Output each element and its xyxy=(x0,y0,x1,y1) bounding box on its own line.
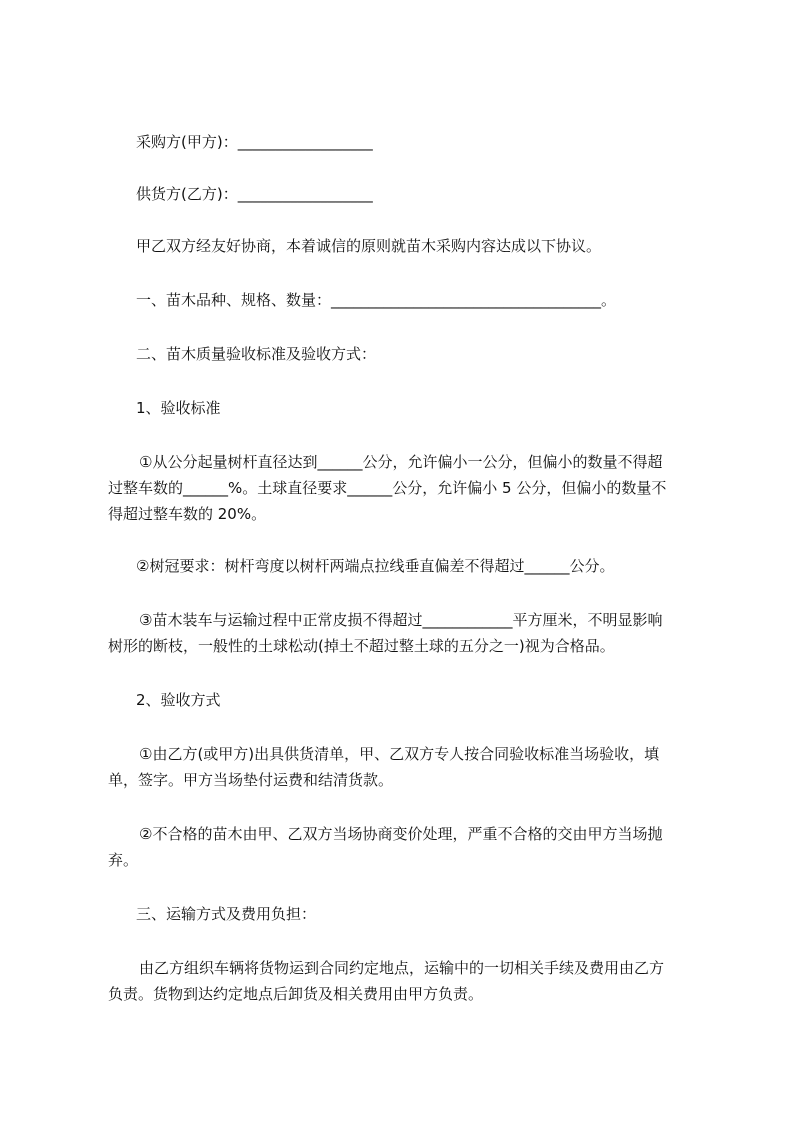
section-2-title: 二、苗木质量验收标准及验收方式： xyxy=(136,345,377,363)
supplier-line: 供货方(乙方)：__________________ xyxy=(136,185,373,203)
item-3-line-2: 树形的断枝，一般性的土球松动(掉土不超过整土球的五分之一)视为合格品。 xyxy=(108,637,615,655)
transport-line-1: 由乙方组织车辆将货物运到合同约定地点，运输中的一切相关手续及费用由乙方 xyxy=(139,959,665,977)
sub-2-method-title: 2、验收方式 xyxy=(136,691,221,709)
section-3-title: 三、运输方式及费用负担： xyxy=(136,905,317,923)
buyer-line: 采购方(甲方)：__________________ xyxy=(136,133,373,151)
item-1-line-2: 过整车数的______%。土球直径要求______公分，允许偏小 5 公分，但偏小的数量不 xyxy=(108,479,667,497)
item-1-line-3: 得超过整车数的 20%。 xyxy=(108,505,267,523)
way-2-line-1: ②不合格的苗木由甲、乙双方当场协商变价处理，严重不合格的交由甲方当场抛 xyxy=(139,825,663,843)
item-2-crown: ②树冠要求：树杆弯度以树杆两端点拉线垂直偏差不得超过______公分。 xyxy=(136,557,615,575)
way-2-line-2: 弃。 xyxy=(108,851,139,869)
way-1-line-1: ①由乙方(或甲方)出具供货清单，甲、乙双方专人按合同验收标准当场验收，填 xyxy=(139,745,660,763)
section-1-varieties: 一、苗木品种、规格、数量：____________________________________。 xyxy=(136,291,617,309)
intro-paragraph: 甲乙双方经友好协商，本着诚信的原则就苗木采购内容达成以下协议。 xyxy=(136,237,602,255)
item-3-line-1: ③苗木装车与运输过程中正常皮损不得超过____________平方厘米，不明显影响 xyxy=(139,611,663,629)
item-1-line-1: ①从公分起量树杆直径达到______公分，允许偏小一公分，但偏小的数量不得超 xyxy=(139,453,663,471)
sub-1-standard-title: 1、验收标准 xyxy=(136,399,221,417)
way-1-line-2: 单，签字。甲方当场垫付运费和结清货款。 xyxy=(108,771,394,789)
transport-line-2: 负责。货物到达约定地点后卸货及相关费用由甲方负责。 xyxy=(108,985,484,1003)
